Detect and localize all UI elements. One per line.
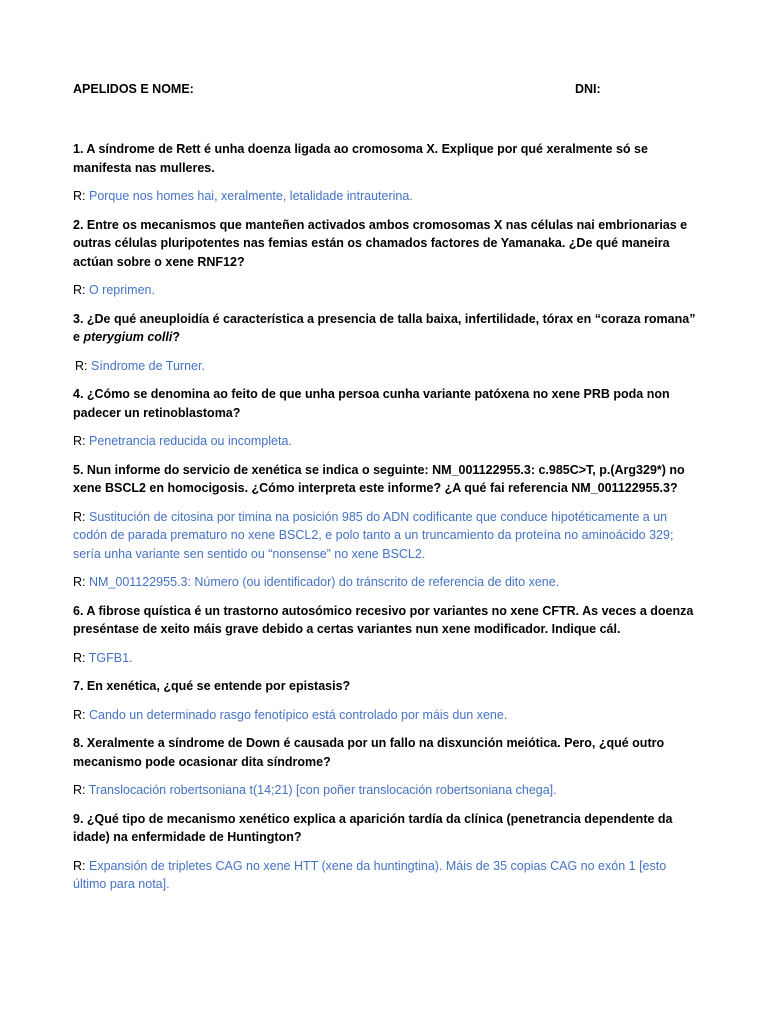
answer-text: Penetrancia reducida ou incompleta. [88, 434, 292, 448]
answer-prefix: R: [73, 707, 86, 722]
answer-prefix: R: [73, 283, 86, 297]
question-text: 7. En xenética, ¿qué se entende por epistasis? [73, 679, 351, 693]
answer [73, 649, 698, 668]
question-2 [73, 216, 698, 300]
question-text: 2. Entre os mecanismos que manteñen activados ambos cromosomas X nas células nai embrionarias e outras células pluripotentes nas femias están os chamados factores de Yamanaka. ¿De qué maneira actúan sobre o xene RNF12? [73, 217, 688, 269]
answer [73, 187, 698, 206]
question-5 [73, 461, 698, 592]
answer-prefix: R: [73, 189, 86, 203]
answer-text: TGFB1. [88, 650, 133, 665]
answer [73, 781, 698, 800]
question-text: 1. A síndrome de Rett é unha doenza ligada ao cromosoma X. Explique por qué xeralmente só se manifesta nas mulleres. [73, 142, 648, 175]
answer-text: Porque nos homes hai, xeralmente, letalidade intrauterina. [88, 189, 413, 203]
question-1 [73, 140, 698, 206]
answer [73, 573, 698, 592]
answer [73, 508, 698, 564]
answer-text: Síndrome de Turner. [90, 358, 205, 373]
answer-text: O reprimen. [88, 283, 155, 297]
question-text: 8. Xeralmente a síndrome de Down é causada por un fallo na disxunción meiótica. Pero, ¿qué outro mecanismo pode ocasionar dita síndrome? [73, 736, 665, 769]
question-3 [73, 310, 698, 376]
question-4 [73, 385, 698, 451]
answer [73, 706, 698, 725]
dni-label: DNI: [575, 82, 601, 96]
question-9 [73, 810, 698, 894]
answer-prefix: R: [75, 358, 88, 373]
answer [73, 857, 698, 894]
answer [73, 357, 698, 376]
question-text: 5. Nun informe do servicio de xenética se indica o seguinte: NM_001122955.3: c.985C>T, p.(Arg329*) no xene BSCL2 en homocigosis. ¿Cómo interpreta este informe? ¿A qué fai referencia NM_001122955.3? [73, 462, 685, 495]
question-text: 9. ¿Qué tipo de mecanismo xenético explica a aparición tardía da clínica (penetrancia dependente da idade) na enfermidade de Huntington? [73, 811, 673, 844]
question-text-part: ? [172, 330, 180, 344]
answer [73, 281, 698, 300]
answer-text: Expansión de tripletes CAG no xene HTT (xene da huntingtina). Máis de 35 copias CAG no exón 1 [esto último para nota]. [73, 858, 667, 891]
question-text-italic: pterygium colli [83, 330, 173, 344]
header [73, 80, 698, 98]
answer-prefix: R: [73, 783, 86, 797]
answer-prefix: R: [73, 434, 86, 448]
answer-text: Cando un determinado rasgo fenotípico está controlado por máis dun xene. [88, 707, 508, 722]
answer-text: Translocación robertsoniana t(14;21) [con poñer translocación robertsoniana chega]. [88, 783, 557, 797]
question-text [73, 310, 698, 347]
answer [73, 432, 698, 451]
question-text: 6. A fibrose quística é un trastorno autosómico recesivo por variantes no xene CFTR. As veces a doenza preséntase de xeito máis grave debido a certas variantes nun xene modificador. Indique cál. [73, 603, 694, 636]
question-text-part: 3. ¿De qué aneuploidía é característica a presencia de talla baixa, infertilidade, tórax en “coraza romana” e [73, 311, 696, 344]
answer-prefix: R: [73, 650, 86, 665]
question-text: 4. ¿Cómo se denomina ao feito de que unha persoa cunha variante patóxena no xene PRB poda non padecer un retinoblastoma? [73, 387, 670, 420]
answer-prefix: R: [73, 575, 86, 589]
answer-prefix: R: [73, 509, 86, 524]
name-label: APELIDOS E NOME: [73, 82, 194, 96]
answer-prefix: R: [73, 858, 86, 873]
answer-text: NM_001122955.3: Número (ou identificador) do tránscrito de referencia de dito xene. [88, 575, 560, 589]
question-8 [73, 734, 698, 800]
answer-text: Sustitución de citosina por timina na posición 985 do ADN codificante que conduce hipotéticamente a un codón de parada prematuro no xene BSCL2, e polo tanto a un truncamiento da proteína no aminoácido 329; sería unha variante sen sentido ou “nonsense” no xene BSCL2. [73, 509, 674, 561]
question-6 [73, 602, 698, 668]
question-7 [73, 677, 698, 724]
